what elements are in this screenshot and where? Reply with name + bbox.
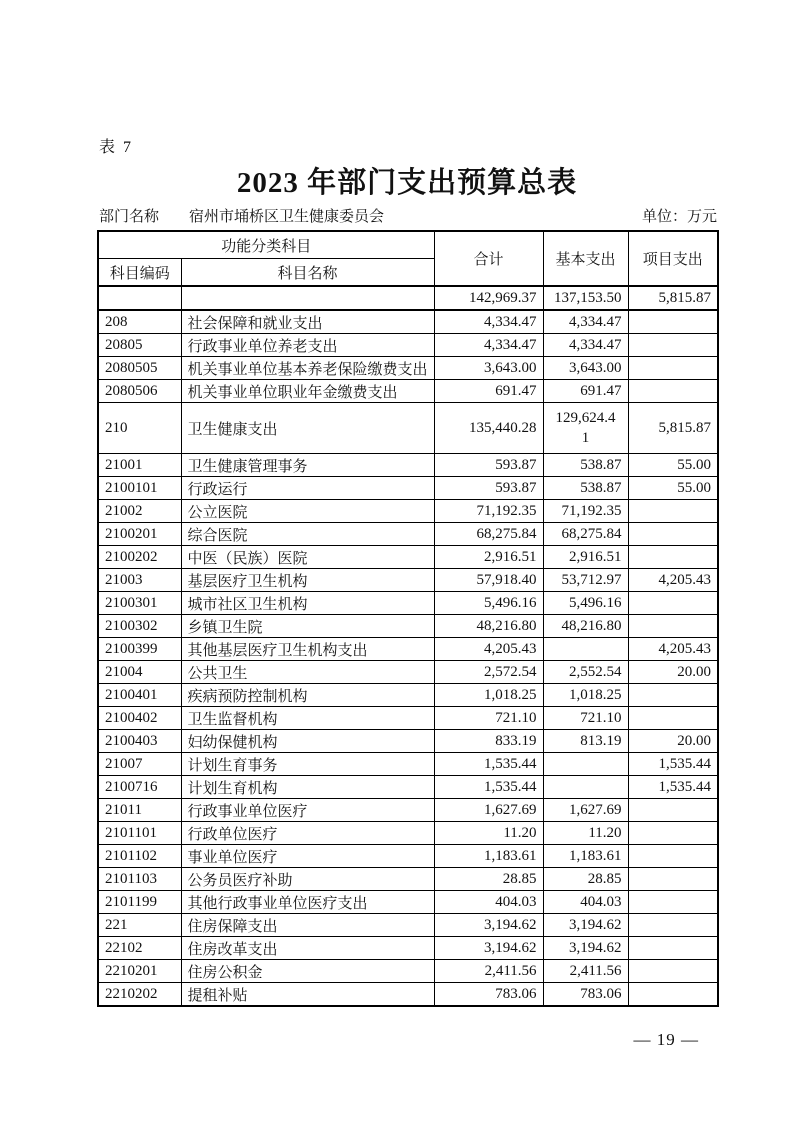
cell-total: 71,192.35 bbox=[434, 500, 543, 523]
cell-subject-code: 20805 bbox=[98, 334, 181, 357]
unit-label: 单位：万元 bbox=[641, 209, 717, 225]
department-name-value: 宿州市埇桥区卫生健康委员会 bbox=[189, 209, 385, 225]
cell-basic: 2,411.56 bbox=[543, 960, 628, 983]
cell-subject-code: 2100401 bbox=[98, 684, 181, 707]
cell-project: 55.00 bbox=[628, 454, 718, 477]
table-row bbox=[98, 845, 718, 868]
cell-total: 11.20 bbox=[434, 822, 543, 845]
cell-basic: 691.47 bbox=[543, 380, 628, 403]
cell-subject-code: 221 bbox=[98, 914, 181, 937]
cell-total: 593.87 bbox=[434, 454, 543, 477]
cell-subject-code: 21001 bbox=[98, 454, 181, 477]
table-row bbox=[98, 454, 718, 477]
table-row bbox=[98, 286, 718, 310]
table-row bbox=[98, 914, 718, 937]
cell-basic bbox=[543, 776, 628, 799]
header-row-1 bbox=[98, 231, 718, 259]
department-name-label: 部门名称 bbox=[99, 209, 160, 225]
table-row bbox=[98, 546, 718, 569]
table-row bbox=[98, 500, 718, 523]
cell-total: 783.06 bbox=[434, 983, 543, 1007]
cell-total: 691.47 bbox=[434, 380, 543, 403]
cell-subject-name: 中医（民族）医院 bbox=[181, 546, 434, 569]
cell-subject-name: 卫生健康管理事务 bbox=[181, 454, 434, 477]
cell-subject-code: 2100302 bbox=[98, 615, 181, 638]
cell-basic: 3,194.62 bbox=[543, 937, 628, 960]
cell-total: 1,627.69 bbox=[434, 799, 543, 822]
cell-basic: 3,194.62 bbox=[543, 914, 628, 937]
cell-project bbox=[628, 380, 718, 403]
header-functional-classification: 功能分类科目 bbox=[98, 231, 434, 259]
cell-basic: 1,183.61 bbox=[543, 845, 628, 868]
table-row bbox=[98, 310, 718, 334]
cell-total: 3,643.00 bbox=[434, 357, 543, 380]
cell-subject-name: 住房保障支出 bbox=[181, 914, 434, 937]
cell-basic bbox=[543, 753, 628, 776]
cell-total: 1,018.25 bbox=[434, 684, 543, 707]
cell-total: 1,535.44 bbox=[434, 776, 543, 799]
cell-subject-name: 妇幼保健机构 bbox=[181, 730, 434, 753]
cell-basic: 4,334.47 bbox=[543, 310, 628, 334]
cell-total: 4,205.43 bbox=[434, 638, 543, 661]
cell-subject-name: 疾病预防控制机构 bbox=[181, 684, 434, 707]
cell-subject-name: 行政单位医疗 bbox=[181, 822, 434, 845]
cell-subject-code: 2080505 bbox=[98, 357, 181, 380]
cell-project: 5,815.87 bbox=[628, 286, 718, 310]
header-subject-name: 科目名称 bbox=[181, 259, 434, 287]
cell-basic: 1,018.25 bbox=[543, 684, 628, 707]
cell-project: 1,535.44 bbox=[628, 753, 718, 776]
table-row bbox=[98, 960, 718, 983]
cell-project bbox=[628, 868, 718, 891]
table-row bbox=[98, 380, 718, 403]
cell-subject-code: 21003 bbox=[98, 569, 181, 592]
cell-subject-code: 2100301 bbox=[98, 592, 181, 615]
cell-total: 2,572.54 bbox=[434, 661, 543, 684]
cell-project: 55.00 bbox=[628, 477, 718, 500]
header-subject-code: 科目编码 bbox=[98, 259, 181, 287]
cell-basic: 404.03 bbox=[543, 891, 628, 914]
cell-subject-code: 21002 bbox=[98, 500, 181, 523]
cell-total: 593.87 bbox=[434, 477, 543, 500]
cell-subject-code: 2100101 bbox=[98, 477, 181, 500]
cell-total: 721.10 bbox=[434, 707, 543, 730]
cell-subject-name: 公务员医疗补助 bbox=[181, 868, 434, 891]
cell-basic: 5,496.16 bbox=[543, 592, 628, 615]
table-number-label: 表 7 bbox=[99, 139, 134, 156]
cell-project bbox=[628, 357, 718, 380]
cell-basic: 3,643.00 bbox=[543, 357, 628, 380]
cell-total: 404.03 bbox=[434, 891, 543, 914]
table-row bbox=[98, 891, 718, 914]
cell-subject-code: 21004 bbox=[98, 661, 181, 684]
cell-project bbox=[628, 845, 718, 868]
cell-subject-code bbox=[98, 286, 181, 310]
cell-total: 4,334.47 bbox=[434, 310, 543, 334]
budget-table-header bbox=[98, 231, 718, 286]
cell-total: 3,194.62 bbox=[434, 937, 543, 960]
table-row bbox=[98, 937, 718, 960]
table-row bbox=[98, 638, 718, 661]
cell-subject-code: 2100402 bbox=[98, 707, 181, 730]
table-row bbox=[98, 592, 718, 615]
table-row bbox=[98, 753, 718, 776]
table-row bbox=[98, 983, 718, 1007]
cell-subject-name bbox=[181, 286, 434, 310]
budget-table-body bbox=[98, 286, 718, 1006]
cell-basic: 68,275.84 bbox=[543, 523, 628, 546]
cell-total: 1,183.61 bbox=[434, 845, 543, 868]
cell-subject-name: 计划生育事务 bbox=[181, 753, 434, 776]
cell-total: 135,440.28 bbox=[434, 403, 543, 454]
cell-subject-name: 卫生监督机构 bbox=[181, 707, 434, 730]
cell-subject-code: 2101103 bbox=[98, 868, 181, 891]
cell-project bbox=[628, 592, 718, 615]
cell-subject-code: 21011 bbox=[98, 799, 181, 822]
cell-basic: 11.20 bbox=[543, 822, 628, 845]
cell-project bbox=[628, 500, 718, 523]
table-row bbox=[98, 707, 718, 730]
cell-subject-name: 公立医院 bbox=[181, 500, 434, 523]
page-title: 2023 年部门支出预算总表 bbox=[236, 167, 578, 199]
cell-total: 2,411.56 bbox=[434, 960, 543, 983]
cell-basic: 783.06 bbox=[543, 983, 628, 1007]
header-basic-expenditure: 基本支出 bbox=[543, 231, 628, 286]
cell-total: 1,535.44 bbox=[434, 753, 543, 776]
cell-subject-name: 城市社区卫生机构 bbox=[181, 592, 434, 615]
cell-project: 5,815.87 bbox=[628, 403, 718, 454]
cell-subject-name: 事业单位医疗 bbox=[181, 845, 434, 868]
cell-project bbox=[628, 937, 718, 960]
cell-subject-code: 2080506 bbox=[98, 380, 181, 403]
cell-subject-code: 2101199 bbox=[98, 891, 181, 914]
cell-project bbox=[628, 546, 718, 569]
cell-subject-name: 住房公积金 bbox=[181, 960, 434, 983]
cell-subject-code: 2210202 bbox=[98, 983, 181, 1007]
cell-subject-code: 2100403 bbox=[98, 730, 181, 753]
page-number: — 19 — bbox=[633, 1030, 699, 1049]
cell-total: 833.19 bbox=[434, 730, 543, 753]
cell-subject-name: 公共卫生 bbox=[181, 661, 434, 684]
cell-subject-code: 2100202 bbox=[98, 546, 181, 569]
cell-project: 1,535.44 bbox=[628, 776, 718, 799]
cell-project bbox=[628, 684, 718, 707]
cell-project bbox=[628, 799, 718, 822]
cell-basic: 721.10 bbox=[543, 707, 628, 730]
cell-basic: 129,624.4 1 bbox=[543, 403, 628, 454]
table-row bbox=[98, 799, 718, 822]
cell-basic: 2,916.51 bbox=[543, 546, 628, 569]
cell-subject-name: 行政事业单位养老支出 bbox=[181, 334, 434, 357]
table-row bbox=[98, 684, 718, 707]
cell-subject-name: 行政事业单位医疗 bbox=[181, 799, 434, 822]
cell-subject-name: 行政运行 bbox=[181, 477, 434, 500]
table-row bbox=[98, 822, 718, 845]
cell-subject-name: 计划生育机构 bbox=[181, 776, 434, 799]
cell-project bbox=[628, 960, 718, 983]
cell-subject-name: 社会保障和就业支出 bbox=[181, 310, 434, 334]
cell-project bbox=[628, 914, 718, 937]
meta-row bbox=[99, 205, 717, 226]
cell-total: 2,916.51 bbox=[434, 546, 543, 569]
cell-basic: 813.19 bbox=[543, 730, 628, 753]
header-total: 合计 bbox=[434, 231, 543, 286]
cell-subject-name: 乡镇卫生院 bbox=[181, 615, 434, 638]
cell-total: 48,216.80 bbox=[434, 615, 543, 638]
table-row bbox=[98, 615, 718, 638]
cell-basic: 71,192.35 bbox=[543, 500, 628, 523]
cell-subject-code: 2101101 bbox=[98, 822, 181, 845]
cell-basic: 48,216.80 bbox=[543, 615, 628, 638]
cell-total: 142,969.37 bbox=[434, 286, 543, 310]
cell-subject-code: 2100201 bbox=[98, 523, 181, 546]
cell-subject-name: 基层医疗卫生机构 bbox=[181, 569, 434, 592]
cell-basic: 2,552.54 bbox=[543, 661, 628, 684]
table-row bbox=[98, 477, 718, 500]
cell-subject-code: 210 bbox=[98, 403, 181, 454]
cell-subject-name: 机关事业单位职业年金缴费支出 bbox=[181, 380, 434, 403]
cell-total: 3,194.62 bbox=[434, 914, 543, 937]
cell-subject-name: 其他行政事业单位医疗支出 bbox=[181, 891, 434, 914]
cell-total: 28.85 bbox=[434, 868, 543, 891]
cell-total: 57,918.40 bbox=[434, 569, 543, 592]
cell-project bbox=[628, 334, 718, 357]
table-row bbox=[98, 569, 718, 592]
cell-project: 20.00 bbox=[628, 661, 718, 684]
cell-project bbox=[628, 983, 718, 1007]
cell-total: 5,496.16 bbox=[434, 592, 543, 615]
cell-subject-code: 2210201 bbox=[98, 960, 181, 983]
cell-basic: 53,712.97 bbox=[543, 569, 628, 592]
cell-subject-code: 22102 bbox=[98, 937, 181, 960]
cell-total: 4,334.47 bbox=[434, 334, 543, 357]
cell-subject-code: 21007 bbox=[98, 753, 181, 776]
cell-project bbox=[628, 523, 718, 546]
cell-subject-code: 2100399 bbox=[98, 638, 181, 661]
cell-subject-name: 其他基层医疗卫生机构支出 bbox=[181, 638, 434, 661]
cell-subject-name: 卫生健康支出 bbox=[181, 403, 434, 454]
cell-subject-code: 2101102 bbox=[98, 845, 181, 868]
cell-project bbox=[628, 822, 718, 845]
header-project-expenditure: 项目支出 bbox=[628, 231, 718, 286]
cell-project: 20.00 bbox=[628, 730, 718, 753]
cell-project: 4,205.43 bbox=[628, 638, 718, 661]
cell-subject-name: 提租补贴 bbox=[181, 983, 434, 1007]
cell-basic: 1,627.69 bbox=[543, 799, 628, 822]
cell-project bbox=[628, 707, 718, 730]
table-row bbox=[98, 334, 718, 357]
table-row bbox=[98, 730, 718, 753]
cell-basic: 538.87 bbox=[543, 454, 628, 477]
cell-basic: 28.85 bbox=[543, 868, 628, 891]
cell-project bbox=[628, 891, 718, 914]
cell-subject-name: 机关事业单位基本养老保险缴费支出 bbox=[181, 357, 434, 380]
cell-project bbox=[628, 310, 718, 334]
cell-subject-name: 住房改革支出 bbox=[181, 937, 434, 960]
cell-basic: 137,153.50 bbox=[543, 286, 628, 310]
table-row bbox=[98, 357, 718, 380]
cell-basic: 4,334.47 bbox=[543, 334, 628, 357]
cell-subject-code: 208 bbox=[98, 310, 181, 334]
table-row bbox=[98, 661, 718, 684]
table-row bbox=[98, 868, 718, 891]
table-row bbox=[98, 403, 718, 454]
cell-subject-name: 综合医院 bbox=[181, 523, 434, 546]
cell-basic bbox=[543, 638, 628, 661]
cell-subject-code: 2100716 bbox=[98, 776, 181, 799]
cell-basic: 538.87 bbox=[543, 477, 628, 500]
budget-table bbox=[97, 230, 719, 1007]
cell-project bbox=[628, 615, 718, 638]
table-row bbox=[98, 523, 718, 546]
cell-project: 4,205.43 bbox=[628, 569, 718, 592]
cell-total: 68,275.84 bbox=[434, 523, 543, 546]
table-row bbox=[98, 776, 718, 799]
